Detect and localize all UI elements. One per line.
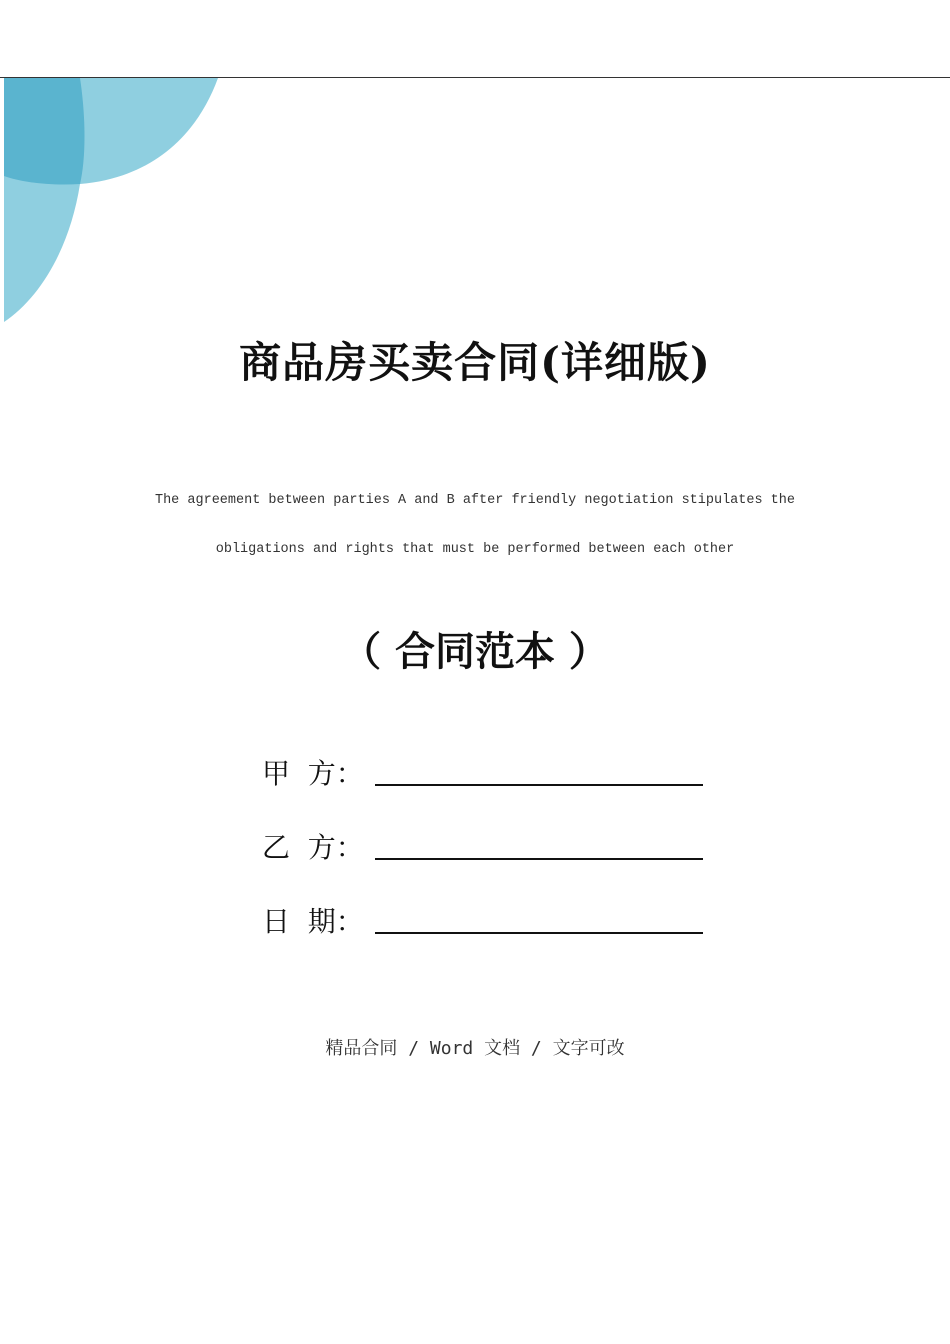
corner-shape-large <box>80 78 218 184</box>
subtitle-line-2: obligations and rights that must be performed between each other <box>215 542 735 557</box>
sample-label: （ 合同范本 ） <box>341 628 609 675</box>
subtitle-line-1: The agreement between parties A and B after friendly negotiation stipulates the <box>154 493 795 508</box>
party-a-label: 甲 方： <box>262 757 364 790</box>
footer-note: 精品合同 / Word 文档 / 文字可改 <box>325 1038 625 1059</box>
corner-shape-overlap <box>4 78 85 185</box>
party-b-field <box>262 826 722 866</box>
party-a-blank-line[interactable] <box>375 784 703 786</box>
party-a-field <box>262 752 722 792</box>
document-title: 商品房买卖合同(详细版) <box>239 338 711 387</box>
date-label: 日 期： <box>262 905 364 938</box>
date-field <box>262 900 722 940</box>
corner-decoration <box>0 78 240 328</box>
party-b-blank-line[interactable] <box>375 858 703 860</box>
party-b-label: 乙 方： <box>262 831 364 864</box>
date-blank-line[interactable] <box>375 932 703 934</box>
